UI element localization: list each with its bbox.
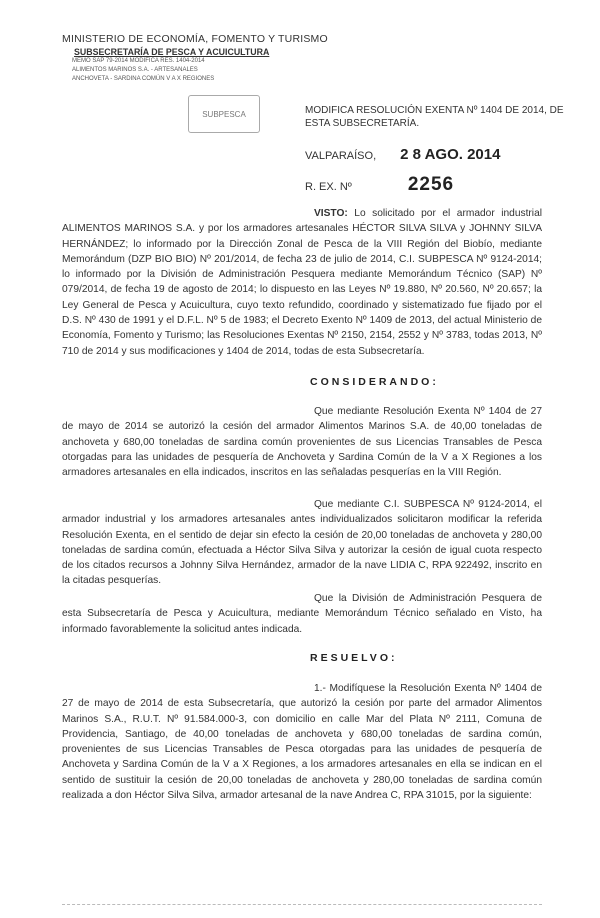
considerando-paragraph: Que mediante C.I. SUBPESCA Nº 9124-2014, el armador industrial y los armadores artesanales antes individualizados solicitaron modificar la referida Resolución Exenta, en el sentido de dejar sin efecto la cesión de 20,00 toneladas de anchoveta y 280,00 toneladas de sardina común, efectuada a Héctor Silva Silva y autorizar la cesión de igual cuota respecto de los citados recursos a Johnny Silva Hernández, armador de la nave LIDIA C, RPA 922492, inscrito en la citadas pesquerías. (62, 499, 542, 587)
resolution-number (305, 174, 454, 196)
considerando-paragraph: Que la División de Administración Pesquera de esta Subsecretaría de Pesca y Acuicultura, mediante Memorándum Técnico señalado en Visto, ha informado favorablemente la solicitud antes indicada. (62, 593, 542, 635)
letterhead (62, 33, 328, 84)
rex-number: 2256 (407, 174, 455, 195)
office-stamp: SUBPESCA (188, 95, 260, 133)
resuelvo-heading: RESUELVO: (310, 652, 398, 664)
resuelvo-paragraph: 1.- Modifíquese la Resolución Exenta Nº 1404 de 27 de mayo de 2014 de esta Subsecretaría, que autorizó la cesión por parte del armador Alimentos Marinos S.A., R.U.T. Nº 91.584.000-3, con domicilio en calle Mar del Plata Nº 2111, Comuna de Providencia, Santiago, de 40,00 toneladas de anchoveta y 680,00 toneladas de sardina común, provenientes de sus Licencias Transables de Pesca otorgadas para las unidades de pesquería de Anchoveta y Sardina Común de la V a X Regiones, a los armadores artesanales en ella se indican en el sentido de sustituir la cesión de 20,00 toneladas de anchoveta y 280,00 toneladas de sardina común realizada a don Héctor Silva Silva, armador artesanal de la nave Andrea C, RPA 31015, por la siguiente: (62, 683, 542, 802)
place-date (305, 146, 500, 163)
visto-paragraph (62, 206, 542, 359)
memo-line: MEMO SAP 79-2014 MODIFICA RES. 1404-2014 (72, 58, 205, 64)
memo-line: ANCHOVETA - SARDINA COMÚN V A X REGIONES (72, 76, 215, 82)
rex-label: R. EX. Nº (305, 181, 352, 193)
subsecretaria-name: SUBSECRETARÍA DE PESCA Y ACUICULTURA (74, 47, 270, 57)
date-stamp: 2 8 AGO. 2014 (400, 146, 501, 163)
resolution-title: MODIFICA RESOLUCIÓN EXENTA Nº 1404 DE 2014, DE ESTA SUBSECRETARÍA. (305, 105, 564, 129)
place: VALPARAÍSO, (305, 150, 377, 162)
considerando-heading: CONSIDERANDO: (310, 376, 439, 388)
ministry-name: MINISTERIO DE ECONOMÍA, FOMENTO Y TURISMO (62, 33, 328, 45)
memo-line: ALIMENTOS MARINOS S.A. - ARTESANALES (72, 67, 198, 73)
visto-lead: VISTO: (314, 208, 348, 219)
page-footer-divider (62, 904, 542, 905)
visto-text: Lo solicitado por el armador industrial ALIMENTOS MARINOS S.A. y por los armadores artesanales HÉCTOR SILVA SILVA y JOHNNY SILVA HERNÁNDEZ; lo informado por la Dirección Zonal de Pesca de la VIII Región del Biobío, mediante Memorándum (DZP BIO BIO) Nº 201/2014, de fecha 23 de julio de 2014, C.I. SUBPESCA Nº 9124-2014; lo informado por la División de Administración Pesquera mediante Memorándum Técnico (SAP) Nº 079/2014, de fecha 19 de agosto de 2014; lo dispuesto en las Leyes Nº 19.880, Nº 20.560, Nº 20.657; la Ley General de Pesca y Acuicultura, cuyo texto refundido, coordinado y sistematizado fue fijado por el D.S. Nº 430 de 1991 y el D.F.L. Nº 5 de 1983; el Decreto Exento Nº 1409 de 2013, del actual Ministerio de Economía, Fomento y Turismo; las Resoluciones Exentas Nº 2150, 2154, 2552 y Nº 3783, todas 2013, Nº 710 de 2014 y sus modificaciones y 1404 de 2014, todas de esta Subsecretaría. (62, 208, 542, 357)
considerando-paragraph: Que mediante Resolución Exenta Nº 1404 de 27 de mayo de 2014 se autorizó la cesión del armador Alimentos Marinos S.A. de 40,00 toneladas de anchoveta y 680,00 toneladas de sardina común provenientes de sus Licencias Transables de Pesca otorgadas para las unidades de pesquería de Anchoveta y Sardina Común de la V a X Regiones a los armadores artesanales en ella indicados, inscritos en las señaladas pesquerías en la VIII Región. (62, 406, 542, 479)
